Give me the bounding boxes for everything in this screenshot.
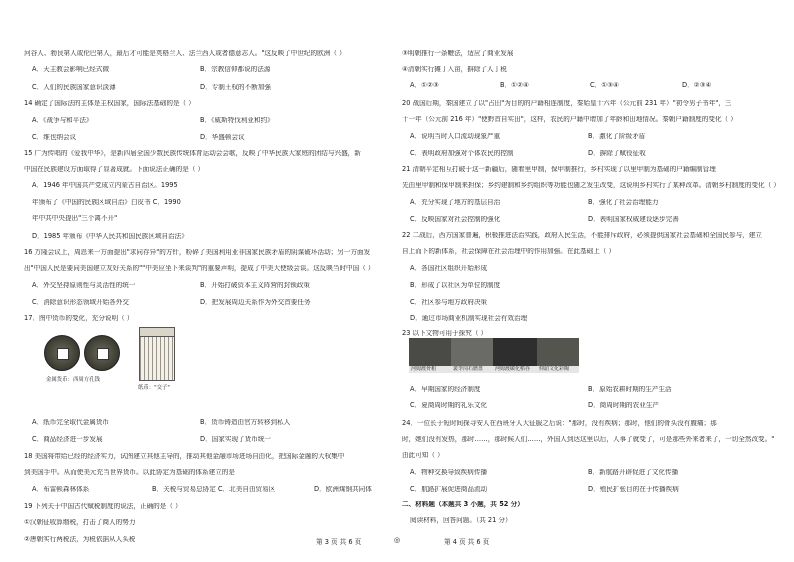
q17-option-c: C．商品经济进一步发展	[32, 436, 103, 443]
page-number-right: 第 4 页 共 6 页	[444, 538, 490, 546]
q19-stem: 19 下列关于中国古代赋税制度的说法，正确的是（ ）	[24, 503, 182, 510]
q22-option-b: B．形成了以社区为单位的制度	[410, 282, 501, 289]
q14-option-a: A．《战争与和平法》	[32, 117, 93, 124]
q19-item-4: ④清朝实行摊丁入亩，摒除了人丁税	[402, 66, 507, 73]
q15-option-b: 年颁布了《中国的民族区域自治》白皮书 C．1990	[32, 199, 181, 206]
q19-option-b: B．①②④	[500, 82, 529, 89]
q24-stem-line1: 24．一位长于短时间探寻安人在西班牙人大征服之后说："那时，没有疾病；那时，他们的骨头没有腹痛；那	[402, 420, 717, 427]
q16-option-d: D．把发展周边关系作为外交首要任务	[200, 299, 311, 306]
q13-option-d: D．专制王权的不断加强	[200, 84, 272, 91]
coin-image	[44, 335, 80, 371]
q19-option-a: A．①②③	[410, 82, 439, 89]
q13-option-c: C．人们的民族国家意识淡薄	[32, 84, 116, 91]
q17-stem: 17．图中货币的变化，充分说明（ ）	[24, 315, 134, 322]
artifact-caption-3: 河姆渡碳化稻谷	[495, 366, 531, 372]
q19-item-2: ②唐朝实行两税法，为税依据从人头税	[24, 536, 136, 543]
q24-option-d: D．殖民扩张目的在于传播疾病	[588, 486, 679, 493]
q24-stem-line3: 由此可知（ ）	[402, 452, 444, 459]
q21-option-d: D．表明国家权威建设逐步完善	[588, 216, 679, 223]
q21-stem-line1: 21 清朝平定相互打破于这一新疆后，随着里甲制，保甲制推行，乡村实现了以里甲制为基础的户籍编制管理	[402, 166, 716, 173]
q24-option-a: A．物种交换导致疾病传播	[410, 469, 488, 476]
currency-figure	[44, 327, 224, 409]
q24-option-c: C．航路扩展促进商品流动	[410, 486, 488, 493]
q17-option-a: A．纸币完全取代金属货币	[32, 419, 110, 426]
page-number-left: 第 3 页 共 6 页	[316, 538, 362, 546]
q13-stem: 河谷人、勃艮第人或伦巴第人，最后才可能是英格兰人、法兰西人或者德意志人。"这反映了中世纪的欧洲（ ）	[24, 50, 346, 57]
artifact-caption-4: 仰韶文化彩陶	[539, 366, 570, 372]
q19-option-d: D．②③④	[682, 82, 712, 89]
q15-option-a: A．1946 年中国共产党成立内蒙古自治区。1995	[32, 182, 178, 189]
q15-stem-line1: 15 广为传唱的《爱我中华》，是新四届全国少数民族传统体育运动会会歌，反映了中华民族大家庭的团结与兴盛，新	[24, 150, 361, 157]
q21-stem-line2: 先由里甲制和保甲制来担保；乡约建制和乡约组织等功能也随之发生改变，这说明乡村实行了某种改革。清朝乡村制度的变化（ ）	[402, 182, 780, 189]
q22-option-c: C．社区参与地方政府决策	[410, 299, 488, 306]
q21-option-c: C．反映国家对社会控制的强化	[410, 216, 501, 223]
q22-stem-line1: 22 二战后，西方国家普遍，积极推进法治实践，政府人民生活，不能排斥政府，必须提供国家社会基础和全国民参与，建立	[402, 232, 762, 239]
q17-option-b: B．货币铸造由官方转移到私人	[200, 419, 291, 426]
q20-option-d: D．摒除了赋役征收	[588, 150, 646, 157]
note-caption: 纸币："交子"	[138, 385, 170, 391]
q16-option-c: C．消除意识形态领域开始各外交	[32, 299, 129, 306]
q20-option-b: B．激化了阶级矛盾	[588, 133, 646, 140]
q22-option-d: D．通过市场商业机制实现社会有效治理	[410, 315, 528, 322]
jiaozi-note-image	[139, 327, 175, 381]
artifact-caption-1: 河姆渡骨耜	[411, 366, 437, 372]
q20-stem-line1: 20 战国后期，秦国建立了以"占田"为目的的户籍相连制度，秦始皇十六年（公元前 231 年）"初令男子书年"，三	[402, 100, 732, 107]
q14-option-d: D．华盛顿会议	[200, 134, 245, 141]
q16-option-a: A．外交坚持原则性与灵活性的统一	[32, 282, 136, 289]
q21-option-b: B．强化了社会治理能力	[588, 199, 659, 206]
binding-mark: ◎	[394, 536, 401, 544]
q15-stem-line2: 中国在民族建设方面取得了显著成就。下面说法正确的是（ ）	[24, 166, 205, 173]
q19-item-3: ③明朝推行一条鞭法，适应了商业发展	[402, 50, 514, 57]
q20-stem-line2: 十一年（公元前 216 年）"使黔首自实田"，这样，农民的户籍中增加了年龄和田地情况。秦朝户籍制度的变化（ ）	[402, 116, 737, 123]
artifact-rice-image	[493, 338, 537, 366]
q23-stem: 23 以下文物可用于探究（ ）	[402, 330, 488, 337]
q18-option-b: B．关税与贸易总协定 C．北美自由贸易区	[152, 486, 276, 493]
artifact-pottery-image	[537, 338, 579, 366]
q19-item-1: ①汉朝征收算缗税，打击了商人的势力	[24, 519, 136, 526]
q22-option-a: A．各国社区组织开始形成	[410, 265, 488, 272]
section-two-heading: 二、材料题（本题共 3 小题，共 52 分）	[402, 501, 524, 508]
artifact-bone-spade-image	[409, 338, 451, 366]
q15-option-c: 年中共中央提出"三个离不开"	[32, 215, 118, 222]
q20-option-a: A．说明当时人口流动现象严重	[410, 133, 501, 140]
q14-option-b: B．《威斯特伐利亚和约》	[200, 117, 274, 124]
q13-option-b: B．宗教信仰都说的法源	[200, 66, 271, 73]
q23-option-c: C．夏商周时期的礼乐文化	[410, 402, 488, 409]
section-two-instruction: 阅读材料，回答问题。（共 21 分）	[410, 517, 512, 524]
artifact-grinding-stone-image	[451, 338, 493, 366]
q23-option-a: A．早期国家的经济制度	[410, 386, 481, 393]
q23-option-d: D．商周时期的农业生产	[588, 402, 660, 409]
artifact-caption-2: 裴李岗石磨盘	[453, 366, 484, 372]
q13-option-a: A．天主教会影响已经式微	[32, 66, 110, 73]
q21-option-a: A．充分实现了地方的基层自治	[410, 199, 501, 206]
coin-image	[84, 335, 120, 371]
q17-option-d: D．国家实现了货币统一	[200, 436, 272, 443]
q16-stem-line1: 16 万隆会议上，周恩来一方面提出"求同存异"的方针，粉碎了美国利用亚非国家民族矛盾的阴谋破坏活动；另一方面发	[24, 249, 371, 256]
q15-option-d: D．1985 年颁布《中华人民共和国民族区域自治法》	[32, 233, 188, 240]
q18-option-a: A．布雷顿森林体系	[32, 486, 90, 493]
q23-option-b: B．原始农耕时期的生产生活	[588, 386, 672, 393]
q19-option-c: C．①③④	[590, 82, 619, 89]
artifact-captions	[409, 366, 579, 373]
q20-option-c: C．表明政府加强对个体农民的控制	[410, 150, 514, 157]
q18-option-d: D．欧洲煤钢共同体	[314, 486, 372, 493]
q24-option-b: B．新航路开辟促进了文化传播	[588, 469, 679, 476]
q14-stem: 14 确定了国际法的主体是主权国家，国际法基础的是（ ）	[24, 100, 195, 107]
q18-stem-line1: 18 美国将带给已经的经济实力，试图建立其他主导的，推动其他金融市场进场自由化，把国际金融的大权集中	[24, 453, 345, 460]
q16-stem-line2: 出"中国人民是要同美国建立友好关系的""中美应坐下来谈判"的重要声明，提成了中美大使级会谈。这反映当时中国（ ）	[24, 265, 375, 272]
q18-stem-line2: 到美国手中。从而使美元充当世界货币。以此协定为基础的体系建立的是	[24, 469, 235, 476]
q24-stem-line2: 时，她们没有发热，那时……，那时候人们……，外国人到达这里以后，人事了就变了，可是那些外来者来了，一切全然改变。"	[402, 436, 775, 443]
coin-caption: 金属货币：西周方孔钱	[46, 377, 100, 383]
artifact-photo-strip	[409, 338, 579, 374]
q22-stem-line2: 自上而下的新体系，社会保障在社会治理中的作用加强。在此基础上（ ）	[402, 248, 616, 255]
q16-option-b: B．开始打破资本主义阵营的封锁政策	[200, 282, 311, 289]
q14-option-c: C．维也纳会议	[32, 134, 77, 141]
